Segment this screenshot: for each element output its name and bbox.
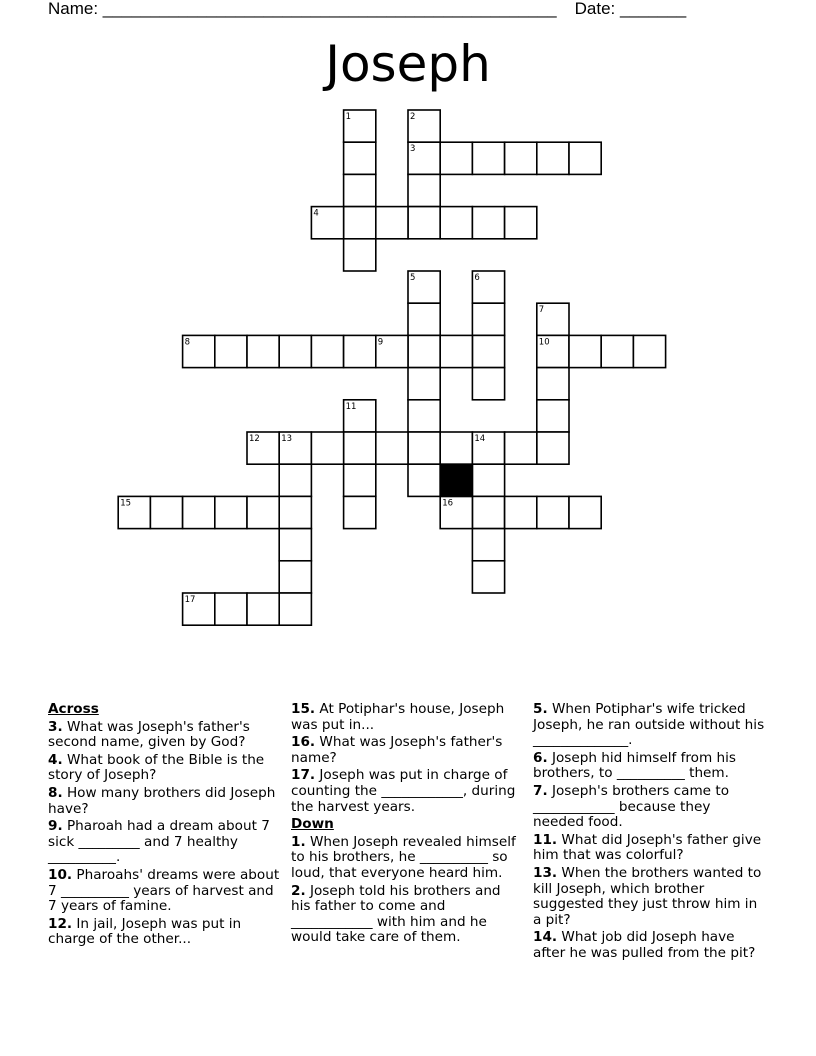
clue-down-14: 14. What job did Joseph have after he was pulled from the pit? [533,929,756,961]
grid-cell[interactable] [472,464,504,496]
cell-number: 4 [313,208,319,219]
clue-across-3: 3. What was Joseph's father's second name, given by God? [48,718,250,751]
cell-number: 10 [538,337,550,348]
grid-cell[interactable] [311,335,343,367]
grid-cell[interactable] [408,207,440,239]
grid-cell[interactable] [183,496,215,528]
grid-cell[interactable] [408,335,440,367]
cell-number: 6 [474,273,480,283]
cell-number: 7 [538,305,545,316]
clue-across-12: 12. In jail, Joseph was put in charge of the other... [48,915,242,948]
clue-column-1 [48,700,280,948]
grid-cell[interactable] [279,464,311,496]
clue-across-10: 10. Pharoahs' dreams were about 7 __________ years of harvest and 7 years of famine. [48,866,280,915]
clue-across-16: 16. What was Joseph's father's name? [291,734,503,766]
cell-number: 1 [345,112,352,122]
grid-cell[interactable] [408,464,440,496]
grid-cell[interactable] [408,303,440,335]
cell-number: 9 [377,337,384,348]
grid-cell[interactable] [150,496,182,528]
grid-cell[interactable] [569,335,601,367]
grid-cell[interactable] [440,335,472,367]
grid-cell[interactable] [537,400,569,432]
cell-number: 5 [410,273,416,283]
cell-number: 15 [120,498,132,509]
clue-across-4: 4. What book of the Bible is the story of Joseph? [48,751,265,784]
grid-cell[interactable] [472,529,504,561]
grid-cell[interactable] [505,496,537,528]
grid-cell[interactable] [344,207,376,239]
grid-cell[interactable] [569,496,601,528]
clue-down-11: 11. What did Joseph's father give him that was colorful? [533,831,762,864]
grid-cell[interactable] [215,496,247,528]
grid-cell[interactable] [440,142,472,174]
grid-cell[interactable] [505,142,537,174]
grid-cell[interactable] [472,303,504,335]
grid-cell[interactable] [215,593,247,625]
clue-down-5: 5. When Potiphar's wife tricked Joseph, he ran outside without his ______________. [533,701,765,749]
clue-across-9: 9. Pharoah had a dream about 7 sick _________ and 7 healthy __________. [48,818,270,866]
clue-across-8: 8. How many brothers did Joseph have? [48,784,276,817]
cell-number: 11 [345,401,357,412]
grid-cell[interactable] [279,529,311,561]
grid-cell[interactable] [344,335,376,367]
grid-cell[interactable] [601,335,633,367]
cell-number: 12 [249,434,260,444]
cell-number: 13 [281,434,293,444]
cell-number: 17 [184,595,196,605]
grid-cell[interactable] [472,496,504,528]
grid-cell[interactable] [279,496,311,528]
grid-cell[interactable] [472,335,504,367]
cell-number: 3 [410,144,416,155]
grid-cell[interactable] [505,432,537,464]
grid-cell[interactable] [472,561,504,593]
grid-cell[interactable] [537,368,569,400]
clue-down-1: 1. When Joseph revealed himself to his brothers, he __________ so loud, that everyone heard him. [291,833,516,881]
grid-cell[interactable] [408,174,440,206]
grid-cell[interactable] [440,207,472,239]
grid-cell[interactable] [344,174,376,206]
grid-cell[interactable] [440,432,472,464]
grid-cell[interactable] [537,496,569,528]
grid-cell[interactable] [408,432,440,464]
grid-cell[interactable] [569,142,601,174]
grid-cell[interactable] [344,239,376,271]
across-heading: Across [48,701,99,717]
page-title: Joseph [325,35,491,93]
grid-cell[interactable] [215,335,247,367]
clue-across-17: 17. Joseph was put in charge of counting the ____________, during the harvest years. [291,767,516,815]
grid-cell[interactable] [505,207,537,239]
grid-cell[interactable] [537,142,569,174]
grid-cell[interactable] [472,368,504,400]
cell-number: 14 [474,434,486,444]
grid-cell[interactable] [344,464,376,496]
grid-cell[interactable] [376,432,408,464]
grid-cell[interactable] [472,142,504,174]
cell-number: 2 [410,112,416,122]
grid-cell[interactable] [247,335,279,367]
date-field[interactable]: Date: _______ [574,0,687,18]
grid-cell[interactable] [408,368,440,400]
grid-cell[interactable] [408,400,440,432]
cell-number: 16 [442,498,454,509]
grid-cell[interactable] [247,593,279,625]
grid-cell[interactable] [344,432,376,464]
clue-down-7: 7. Joseph's brothers came to ____________ because they needed food. [533,782,730,831]
grid-cell[interactable] [633,335,665,367]
clue-down-6: 6. Joseph hid himself from his brothers, to __________ them. [533,749,737,782]
grid-cell[interactable] [279,593,311,625]
clue-column-2 [291,700,523,946]
clue-down-13: 13. When the brothers wanted to kill Joseph, which brother suggested they just throw him in a pit? [533,864,762,928]
cell-number: 8 [184,337,191,348]
down-heading: Down [291,816,334,833]
grid-cell[interactable] [344,142,376,174]
clue-column-3 [533,700,765,962]
grid-cell[interactable] [279,561,311,593]
grid-cell[interactable] [344,496,376,528]
grid-cell[interactable] [376,207,408,239]
grid-cell[interactable] [279,335,311,367]
clue-across-15: 15. At Potiphar's house, Joseph was put in... [291,701,505,733]
name-field[interactable]: Name: ________________________________________________ [48,0,557,18]
grid-cell[interactable] [472,207,504,239]
grid-cell[interactable] [311,432,343,464]
blocked-cell [440,464,472,496]
grid-cell[interactable] [247,496,279,528]
clue-down-2: 2. Joseph told his brothers and his father to come and ____________ with him and he would take care of them. [291,882,501,946]
grid-cell[interactable] [537,432,569,464]
